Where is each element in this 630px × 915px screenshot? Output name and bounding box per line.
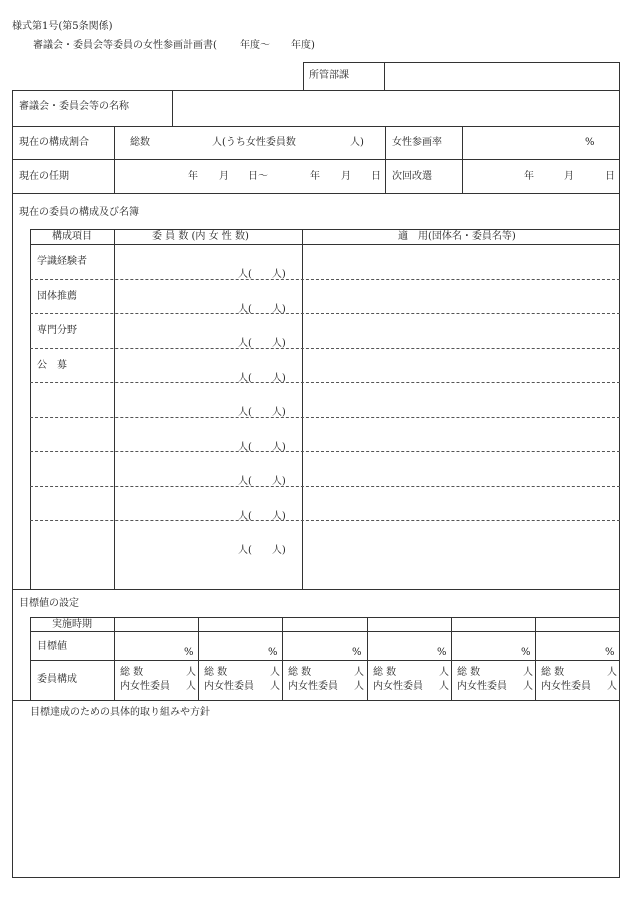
target-women-unit: 人: [439, 681, 449, 692]
row-separator: [30, 520, 620, 521]
target-women-label: 内女性委員: [373, 681, 423, 692]
target-women-unit: 人: [186, 681, 196, 692]
target-total-label: 総 数: [288, 667, 312, 678]
col-notes-header: 適 用(団体名・委員名等): [398, 231, 516, 242]
member-row-notes-field[interactable]: [304, 384, 618, 415]
target-label: 目標値: [37, 641, 67, 652]
target-women-unit: 人: [270, 681, 280, 692]
target-women-label: 内女性委員: [288, 681, 338, 692]
row-separator: [30, 382, 620, 383]
target-col-divider: [282, 617, 283, 700]
target-total-unit: 人: [270, 667, 280, 678]
target-col-divider: [114, 617, 115, 700]
row-separator: [30, 348, 620, 349]
period-label: 実施時期: [52, 619, 92, 630]
council-name-field[interactable]: [174, 92, 618, 124]
total-unit: 人(うち女性委員数: [212, 137, 296, 148]
rate-label: 女性参画率: [392, 137, 442, 148]
target-percent: %: [437, 647, 447, 658]
total-label: 総数: [130, 137, 150, 148]
member-row-count: 人( 人): [238, 269, 286, 280]
member-row-count: 人( 人): [238, 511, 286, 522]
next-day: 日: [605, 171, 615, 182]
target-col-divider: [451, 617, 452, 700]
dept-label: 所管部課: [309, 70, 349, 81]
council-label: 審議会・委員会等の名称: [19, 101, 129, 112]
target-total-unit: 人: [607, 667, 617, 678]
composition-row-label: 委員構成: [37, 674, 77, 685]
term-label: 現在の任期: [19, 171, 69, 182]
target-col-divider: [619, 617, 620, 700]
target-total-unit: 人: [439, 667, 449, 678]
member-row-count: 人( 人): [238, 338, 286, 349]
member-row-notes-field[interactable]: [304, 453, 618, 484]
approach-label: 目標達成のための具体的取り組みや方針: [30, 707, 210, 718]
target-col-divider: [367, 617, 368, 700]
rate-unit: %: [585, 137, 595, 148]
target-women-label: 内女性委員: [120, 681, 170, 692]
member-row-notes-field[interactable]: [304, 488, 618, 519]
member-row-notes-field[interactable]: [304, 419, 618, 450]
target-women-unit: 人: [354, 681, 364, 692]
target-col-divider: [535, 617, 536, 700]
row-separator: [30, 313, 620, 314]
member-row-label: 学識経験者: [37, 256, 87, 267]
target-women-label: 内女性委員: [204, 681, 254, 692]
row-separator: [30, 486, 620, 487]
members-section-title: 現在の委員の構成及び名簿: [19, 207, 139, 218]
target-col-divider: [198, 617, 199, 700]
year-from-suffix: 年度〜: [240, 40, 270, 51]
term-year2: 年: [310, 171, 320, 182]
member-row-label: 専門分野: [37, 325, 77, 336]
row-separator: [30, 451, 620, 452]
targets-section-title: 目標値の設定: [19, 598, 79, 609]
member-row-notes-field[interactable]: [304, 522, 618, 553]
next-year: 年: [524, 171, 534, 182]
target-total-unit: 人: [523, 667, 533, 678]
target-total-unit: 人: [186, 667, 196, 678]
col-count-header: 委 員 数 (内 女 性 数): [152, 231, 249, 242]
col-item-header: 構成項目: [52, 231, 92, 242]
member-row-notes-field[interactable]: [304, 246, 618, 277]
target-total-label: 総 数: [457, 667, 481, 678]
dept-field[interactable]: [386, 64, 618, 88]
target-total-label: 総 数: [373, 667, 397, 678]
term-day-to: 日〜: [248, 171, 268, 182]
target-percent: %: [268, 647, 278, 658]
approach-field[interactable]: [14, 722, 618, 876]
term-year: 年: [188, 171, 198, 182]
next-month: 月: [564, 171, 574, 182]
member-row-label: 公 募: [37, 360, 67, 371]
composition-label: 現在の構成割合: [19, 137, 89, 148]
year-to-suffix: 年度): [291, 40, 315, 51]
target-women-unit: 人: [607, 681, 617, 692]
row-separator: [30, 279, 620, 280]
target-women-unit: 人: [523, 681, 533, 692]
target-percent: %: [184, 647, 194, 658]
form-title: [33, 41, 217, 51]
next-election-label: 次回改選: [392, 171, 432, 182]
row-separator: [30, 417, 620, 418]
target-women-label: 内女性委員: [541, 681, 591, 692]
target-total-label: 総 数: [204, 667, 228, 678]
target-total-unit: 人: [354, 667, 364, 678]
form-number: 様式第1号(第5条関係): [12, 21, 113, 32]
member-row-count: 人( 人): [238, 442, 286, 453]
member-row-notes-field[interactable]: [304, 350, 618, 381]
term-day2: 日: [371, 171, 381, 182]
women-unit: 人): [350, 137, 364, 148]
member-row-count: 人( 人): [238, 407, 286, 418]
form-title-text: 審議会・委員会等委員の女性参画計画書(: [33, 40, 217, 51]
target-percent: %: [521, 647, 531, 658]
member-row-count: 人( 人): [238, 545, 286, 556]
target-percent: %: [352, 647, 362, 658]
member-row-count: 人( 人): [238, 304, 286, 315]
target-percent: %: [605, 647, 615, 658]
target-women-label: 内女性委員: [457, 681, 507, 692]
member-row-count: 人( 人): [238, 373, 286, 384]
target-total-label: 総 数: [120, 667, 144, 678]
member-row-notes-field[interactable]: [304, 315, 618, 346]
member-row-count: 人( 人): [238, 476, 286, 487]
term-month: 月: [219, 171, 229, 182]
member-row-notes-field[interactable]: [304, 281, 618, 312]
member-row-label: 団体推薦: [37, 291, 77, 302]
target-total-label: 総 数: [541, 667, 565, 678]
term-month2: 月: [341, 171, 351, 182]
